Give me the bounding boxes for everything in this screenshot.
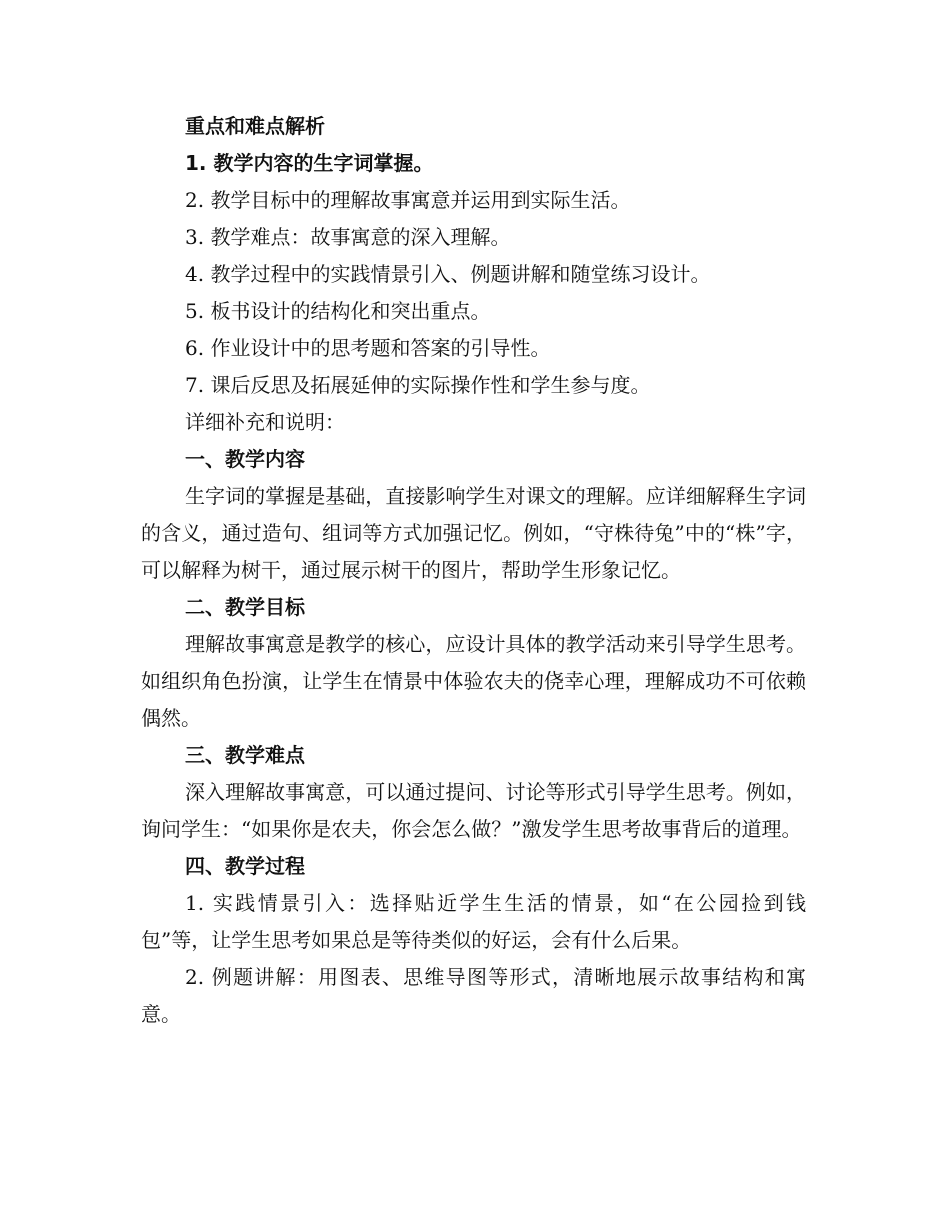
paragraph-process-2: 2. 例题讲解：用图表、思维导图等形式，清晰地展示故事结构和寓意。 xyxy=(141,965,806,1026)
key-point-1: 1. 教学内容的生字词掌握。 xyxy=(185,151,434,175)
key-point-6: 6. 作业设计中的思考题和答案的引导性。 xyxy=(185,336,551,360)
key-point-2: 2. 教学目标中的理解故事寓意并运用到实际生活。 xyxy=(185,188,631,212)
key-point-3: 3. 教学难点：故事寓意的深入理解。 xyxy=(185,225,511,249)
paragraph-process-1: 1. 实践情景引入：选择贴近学生生活的情景，如“在公园捡到钱包”等，让学生思考如果总是等待类似的好运，会有什么后果。 xyxy=(141,891,806,952)
section-title-goals: 二、教学目标 xyxy=(185,595,305,619)
key-point-7: 7. 课后反思及拓展延伸的实际操作性和学生参与度。 xyxy=(185,373,651,397)
section-heading: 重点和难点解析 xyxy=(185,114,325,138)
section-title-content: 一、教学内容 xyxy=(185,447,305,471)
supplement-title: 详细补充和说明： xyxy=(185,410,345,434)
document-body xyxy=(141,108,806,1033)
paragraph-goals: 理解故事寓意是教学的核心，应设计具体的教学活动来引导学生思考。如组织角色扮演，让学生在情景中体验农夫的侥幸心理，理解成功不可依赖偶然。 xyxy=(141,632,806,730)
key-point-5: 5. 板书设计的结构化和突出重点。 xyxy=(185,299,491,323)
paragraph-difficulty: 深入理解故事寓意，可以通过提问、讨论等形式引导学生思考。例如，询问学生：“如果你是农夫，你会怎么做？”激发学生思考故事背后的道理。 xyxy=(141,780,806,841)
key-point-4: 4. 教学过程中的实践情景引入、例题讲解和随堂练习设计。 xyxy=(185,262,711,286)
section-title-difficulty: 三、教学难点 xyxy=(185,743,305,767)
paragraph-content: 生字词的掌握是基础，直接影响学生对课文的理解。应详细解释生字词的含义，通过造句、组词等方式加强记忆。例如，“守株待兔”中的“株”字，可以解释为树干，通过展示树干的图片，帮助学生形象记忆。 xyxy=(141,484,806,582)
section-title-process: 四、教学过程 xyxy=(185,854,305,878)
